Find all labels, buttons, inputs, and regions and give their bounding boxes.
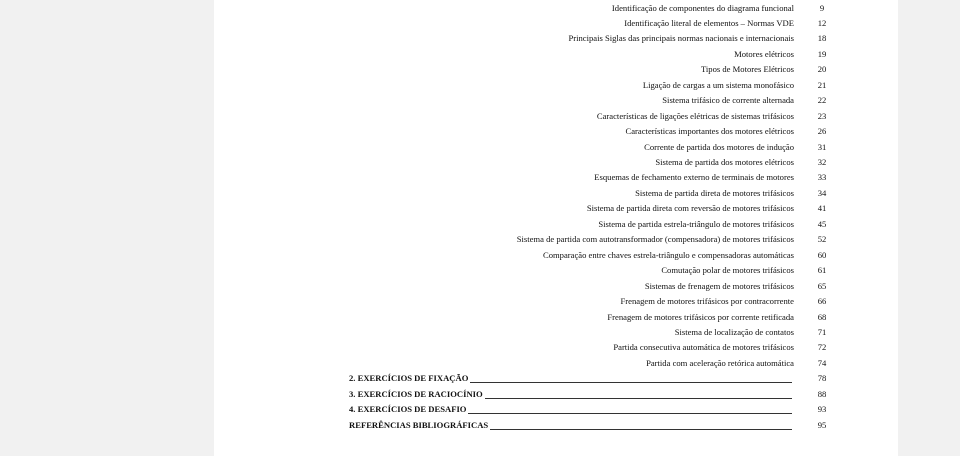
- toc-main-entry-page-number: 78: [817, 373, 827, 384]
- toc-entry-page-number: 41: [817, 203, 827, 214]
- toc-main-entry-page-number: 95: [817, 419, 827, 430]
- toc-main-entry[interactable]: [214, 387, 898, 402]
- toc-entry-page-number: 72: [817, 342, 827, 353]
- toc-entry[interactable]: [214, 140, 898, 155]
- toc-entry-page-number: 66: [817, 296, 827, 307]
- toc-entry-title: Sistema de partida dos motores elétricos: [655, 157, 794, 167]
- toc-entry-page-number: 32: [817, 157, 827, 167]
- toc-entry-page-number: 26: [817, 126, 827, 137]
- toc-entry-title: Tipos de Motores Elétricos: [700, 64, 794, 75]
- toc-entry[interactable]: [214, 248, 898, 263]
- toc-entry-title: Sistema de localização de contatos: [674, 326, 794, 337]
- table-of-contents: [214, 0, 898, 456]
- toc-entry-title: Frenagem de motores trifásicos por corrente retificada: [607, 311, 794, 322]
- toc-entry[interactable]: [214, 47, 898, 62]
- toc-entry[interactable]: [214, 170, 898, 185]
- toc-entry-title: Sistema trifásico de corrente alternada: [662, 95, 794, 106]
- toc-entry[interactable]: [214, 263, 898, 278]
- toc-entry-page-number: 52: [817, 234, 827, 245]
- toc-main-entry-title: 3. EXERCÍCIOS DE RACIOCÍNIO: [349, 388, 483, 399]
- toc-entry-page-number: 31: [817, 141, 827, 152]
- toc-leader-line: [490, 429, 792, 430]
- toc-entry-title: Partida consecutiva automática de motores trifásicos: [613, 342, 794, 353]
- toc-main-entry-title: 2. EXERCÍCIOS DE FIXAÇÃO: [349, 373, 469, 384]
- toc-entry-title: Principais Siglas das principais normas nacionais e internacionais: [568, 33, 794, 44]
- toc-entry-page-number: 71: [817, 326, 827, 337]
- toc-main-entry-page-number: 93: [817, 404, 827, 415]
- toc-entry[interactable]: [214, 232, 898, 247]
- toc-entry-title: Sistema de partida direta com reversão de motores trifásicos: [586, 203, 794, 214]
- toc-entry-page-number: 19: [817, 48, 827, 59]
- toc-entry[interactable]: [214, 31, 898, 46]
- toc-main-entry-page-number: 88: [817, 388, 827, 399]
- toc-entry-title: Comparação entre chaves estrela-triângulo e compensadoras automáticas: [542, 249, 794, 260]
- toc-entry-page-number: 74: [817, 357, 827, 368]
- toc-leader-line: [470, 382, 792, 383]
- toc-main-entry[interactable]: [214, 371, 898, 386]
- toc-entry-page-number: 20: [817, 64, 827, 75]
- toc-entry[interactable]: [214, 16, 898, 31]
- toc-entry-page-number: 21: [817, 79, 827, 90]
- toc-entry-page-number: 45: [817, 218, 827, 229]
- toc-entry[interactable]: [214, 109, 898, 124]
- toc-entry[interactable]: [214, 356, 898, 371]
- toc-entry-page-number: 61: [817, 265, 827, 276]
- toc-entry[interactable]: [214, 279, 898, 294]
- document-page: [214, 0, 898, 456]
- toc-entry-title: Frenagem de motores trifásicos por contracorrente: [620, 296, 794, 307]
- toc-entry[interactable]: [214, 78, 898, 93]
- toc-entry-page-number: 9: [819, 2, 825, 13]
- toc-entry[interactable]: [214, 155, 898, 170]
- toc-entry-page-number: 68: [817, 311, 827, 322]
- toc-entry-title: Corrente de partida dos motores de indução: [644, 141, 794, 152]
- toc-entry-title: Partida com aceleração retórica automática: [646, 357, 794, 368]
- toc-entry[interactable]: [214, 124, 898, 139]
- toc-entry-title: Identificação literal de elementos – Normas VDE: [624, 17, 794, 28]
- toc-entry-title: Características de ligações elétricas de sistemas trifásicos: [596, 110, 794, 121]
- toc-entry[interactable]: [214, 62, 898, 77]
- toc-entry-page-number: 33: [817, 172, 827, 183]
- toc-entry[interactable]: [214, 325, 898, 340]
- toc-entry-title: Sistema de partida com autotransformador (compensadora) de motores trifásicos: [516, 234, 794, 245]
- toc-entry-title: Características importantes dos motores elétricos: [625, 126, 794, 137]
- toc-entry-page-number: 34: [817, 187, 827, 198]
- toc-entry-title: Esquemas de fechamento externo de terminais de motores: [594, 172, 794, 183]
- toc-main-entry[interactable]: [214, 402, 898, 417]
- toc-entry-page-number: 18: [817, 33, 827, 44]
- toc-entry-page-number: 65: [817, 280, 827, 291]
- toc-entry[interactable]: [214, 201, 898, 216]
- toc-entry-title: Sistemas de frenagem de motores trifásicos: [644, 280, 794, 291]
- toc-entry[interactable]: [214, 310, 898, 325]
- toc-entry-page-number: 12: [817, 17, 827, 28]
- toc-entry[interactable]: [214, 217, 898, 232]
- toc-entry-title: Sistema de partida estrela-triângulo de motores trifásicos: [598, 218, 794, 229]
- toc-leader-line: [468, 413, 792, 414]
- toc-entry[interactable]: [214, 186, 898, 201]
- toc-entry-page-number: 60: [817, 249, 827, 260]
- toc-entry-title: Identificação de componentes do diagrama funcional: [611, 2, 794, 13]
- toc-entry-title: Ligação de cargas a um sistema monofásico: [642, 79, 794, 90]
- toc-entry[interactable]: [214, 340, 898, 355]
- toc-entry[interactable]: [214, 294, 898, 309]
- toc-entry-page-number: 23: [817, 110, 827, 121]
- toc-entry-title: Comutação polar de motores trifásicos: [661, 265, 794, 276]
- toc-leader-line: [485, 398, 792, 399]
- toc-main-entry-title: REFERÊNCIAS BIBLIOGRÁFICAS: [349, 419, 489, 430]
- toc-entry[interactable]: [214, 1, 898, 16]
- toc-entry-page-number: 22: [817, 95, 827, 106]
- toc-entry[interactable]: [214, 93, 898, 108]
- toc-entry-title: Sistema de partida direta de motores trifásicos: [635, 187, 794, 198]
- toc-main-entry-title: 4. EXERCÍCIOS DE DESAFIO: [349, 404, 467, 415]
- toc-main-entry[interactable]: [214, 418, 898, 433]
- toc-entry-title: Motores elétricos: [734, 48, 794, 59]
